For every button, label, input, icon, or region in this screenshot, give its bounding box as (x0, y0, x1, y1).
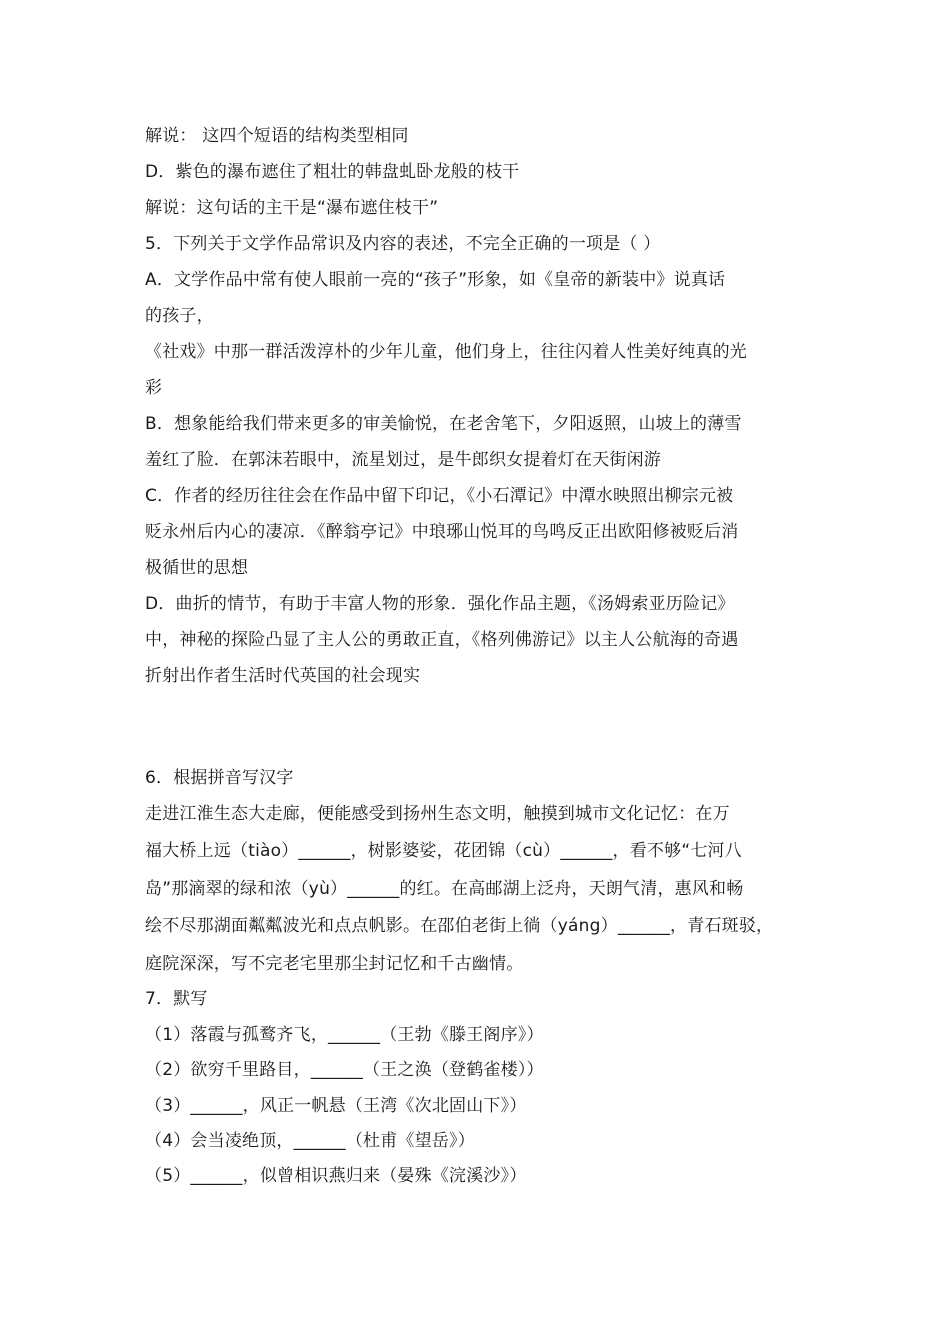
q7-item-2: （2）欲穷千里路目，______（王之涣（登鹤雀楼）） (145, 1060, 544, 1080)
q7-item-3: （3）______，风正一帆悬（王湾《次北固山下》） (145, 1096, 527, 1116)
option-d-sentence: D．紫色的瀑布遮住了粗壮的韩盘虬卧龙般的枝干 (145, 162, 520, 182)
q5-option-c-line-3: 极循世的思想 (145, 558, 249, 578)
q6-passage-line-4: 绘不尽那湖面粼粼波光和点点帆影。在邵伯老街上徜（yáng）______，青石斑驳， (145, 916, 774, 936)
q5-option-b-line-2: 羞红了脸．在郭沫若眼中，流星划过，是牛郎织女提着灯在天街闲游 (145, 450, 661, 470)
explanation-line-1: 解说： 这四个短语的结构类型相同 (145, 126, 409, 146)
q5-option-b-line-1: B．想象能给我们带来更多的审美愉悦，在老舍笔下，夕阳返照，山坡上的薄雪 (145, 414, 742, 434)
q7-item-5: （5）______，似曾相识燕归来（晏殊《浣溪沙》） (145, 1166, 527, 1186)
q5-option-a-line-3: 《社戏》中那一群活泼淳朴的少年儿童，他们身上，往往闪着人性美好纯真的光 (145, 342, 747, 362)
q5-option-c-line-1: C．作者的经历往往会在作品中留下印记，《小石潭记》中潭水映照出柳宗元被 (145, 486, 734, 506)
question-7-stem: 7．默写 (145, 989, 208, 1009)
q6-passage-line-2: 福大桥上远（tiào）______，树影婆娑，花团锦（cù）______，看不够“七河八 (145, 841, 742, 861)
q5-option-c-line-2: 贬永州后内心的凄凉．《醉翁亭记》中琅琊山悦耳的鸟鸣反正出欧阳修被贬后消 (145, 522, 739, 542)
q5-option-a-line-1: A．文学作品中常有使人眼前一亮的“孩子”形象，如《皇帝的新装中》说真话 (145, 270, 726, 290)
q6-passage-line-3: 岛”那滴翠的绿和浓（yù）______的红。在高邮湖上泛舟，天朗气清，惠风和畅 (145, 879, 744, 899)
explanation-line-2: 解说：这句话的主干是“瀑布遮住枝干” (145, 198, 439, 218)
q5-option-a-line-4: 彩 (145, 378, 163, 398)
q7-item-1: （1）落霞与孤鹜齐飞，______（王勃《滕王阁序》） (145, 1025, 544, 1045)
q6-passage-line-1: 走进江淮生态大走廊，便能感受到扬州生态文明，触摸到城市文化记忆：在万 (145, 804, 730, 824)
q5-option-a-line-2: 的孩子， (145, 306, 214, 326)
q5-option-d-line-2: 中，神秘的探险凸显了主人公的勇敢正直，《格列佛游记》以主人公航海的奇遇 (145, 630, 739, 650)
q7-item-4: （4）会当凌绝顶，______（杜甫《望岳》） (145, 1131, 475, 1151)
q5-option-d-line-3: 折射出作者生活时代英国的社会现实 (145, 666, 421, 686)
q5-option-d-line-1: D．曲折的情节，有助于丰富人物的形象．强化作品主题，《汤姆索亚历险记》 (145, 594, 735, 614)
question-5-stem: 5．下列关于文学作品常识及内容的表述，不完全正确的一项是（ ） (145, 234, 661, 254)
question-6-stem: 6．根据拼音写汉字 (145, 768, 294, 788)
q6-passage-line-5: 庭院深深，写不完老宅里那尘封记忆和千古幽情。 (145, 954, 524, 974)
